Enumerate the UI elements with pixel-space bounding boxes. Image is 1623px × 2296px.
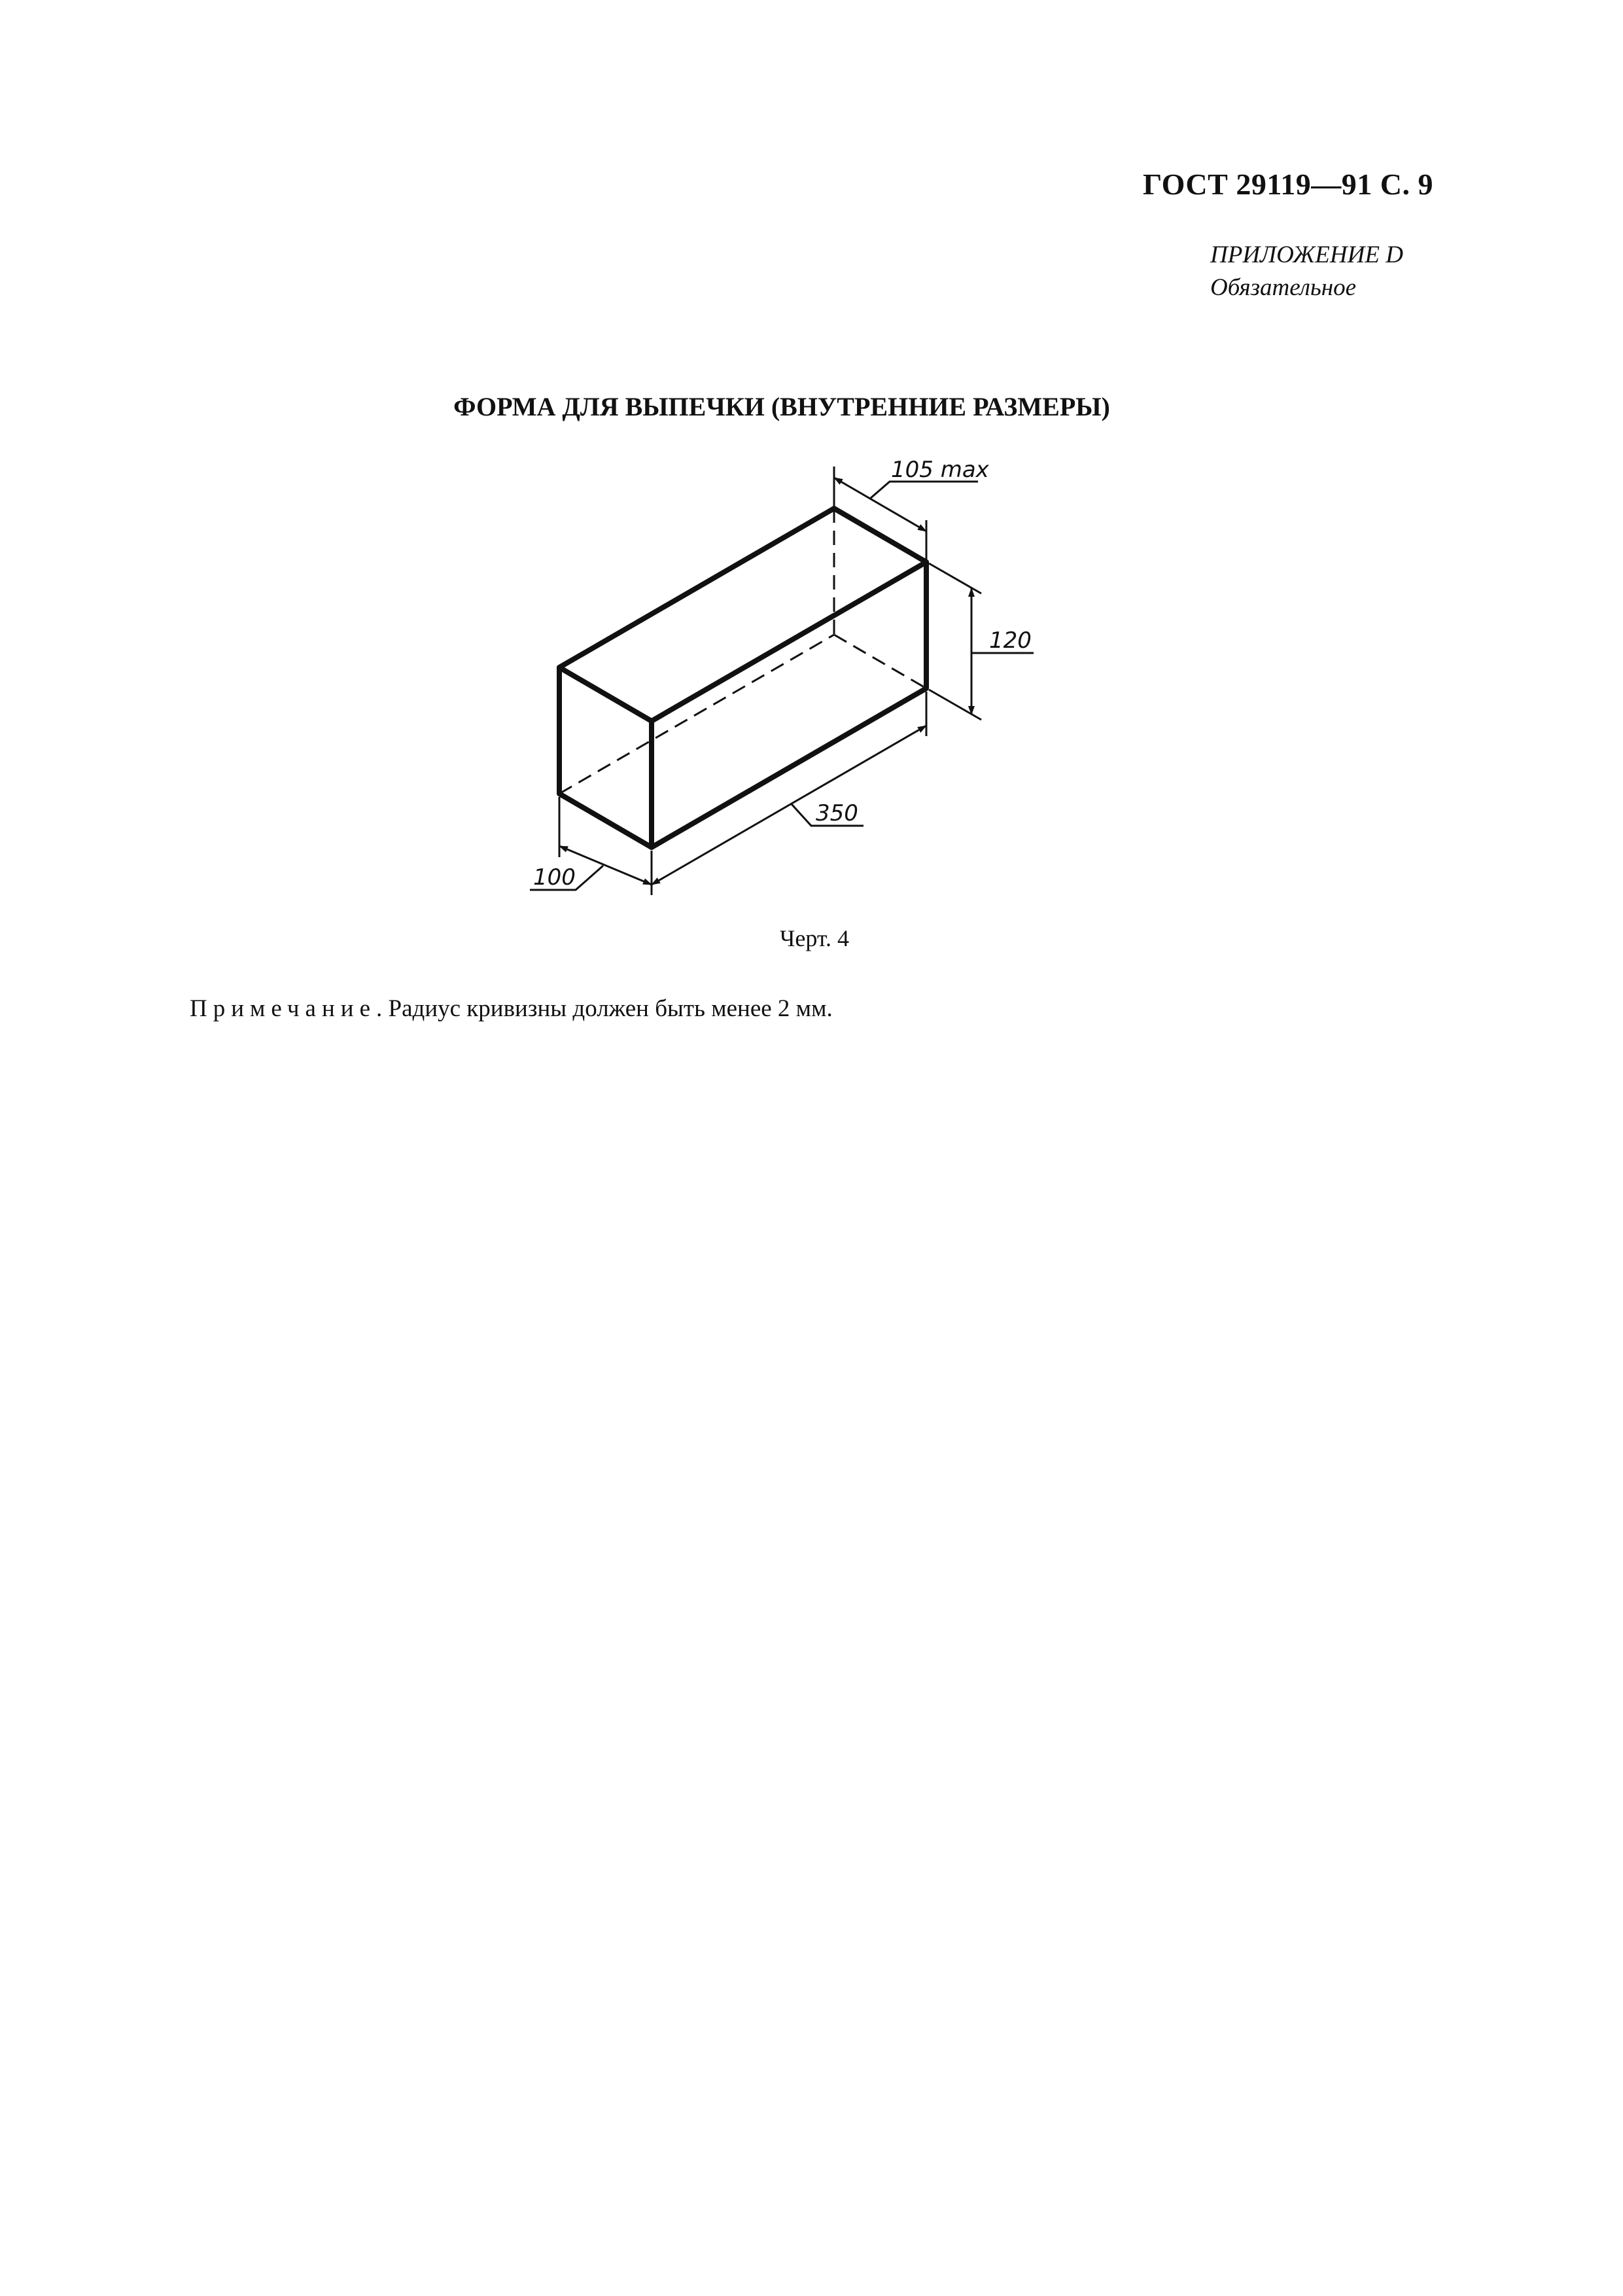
visible-edges	[559, 508, 926, 847]
appendix-status: Обязательное	[1210, 274, 1357, 301]
leader-line	[870, 482, 978, 499]
dimension-line	[834, 478, 926, 531]
figure-caption: Черт. 4	[780, 925, 849, 951]
figure-title: ФОРМА ДЛЯ ВЫПЕЧКИ (ВНУТРЕННИЕ РАЗМЕРЫ)	[453, 392, 1110, 421]
note	[190, 995, 833, 1023]
document-id: ГОСТ 29119—91 С. 9	[1142, 168, 1433, 201]
hidden-edges	[559, 508, 926, 794]
dimension-label-height: 120	[989, 627, 1032, 654]
dimension-label-depth: 105 max	[891, 457, 989, 483]
hidden-edge-back-depth	[834, 635, 926, 688]
front-face	[559, 667, 652, 847]
note-text: . Радиус кривизны должен быть менее 2 мм.	[376, 995, 833, 1022]
top-face-edges	[559, 508, 926, 721]
note-label: Примечание	[190, 995, 376, 1022]
appendix-title: ПРИЛОЖЕНИЕ D	[1210, 241, 1403, 268]
dimension-line	[652, 726, 926, 885]
dimension-label-width: 100	[533, 864, 576, 891]
dimension-label-length: 350	[816, 800, 858, 826]
extension-line	[929, 690, 981, 720]
hidden-edge-back-bottom	[559, 635, 834, 794]
dimension-length	[652, 692, 926, 895]
extension-line	[929, 563, 981, 593]
